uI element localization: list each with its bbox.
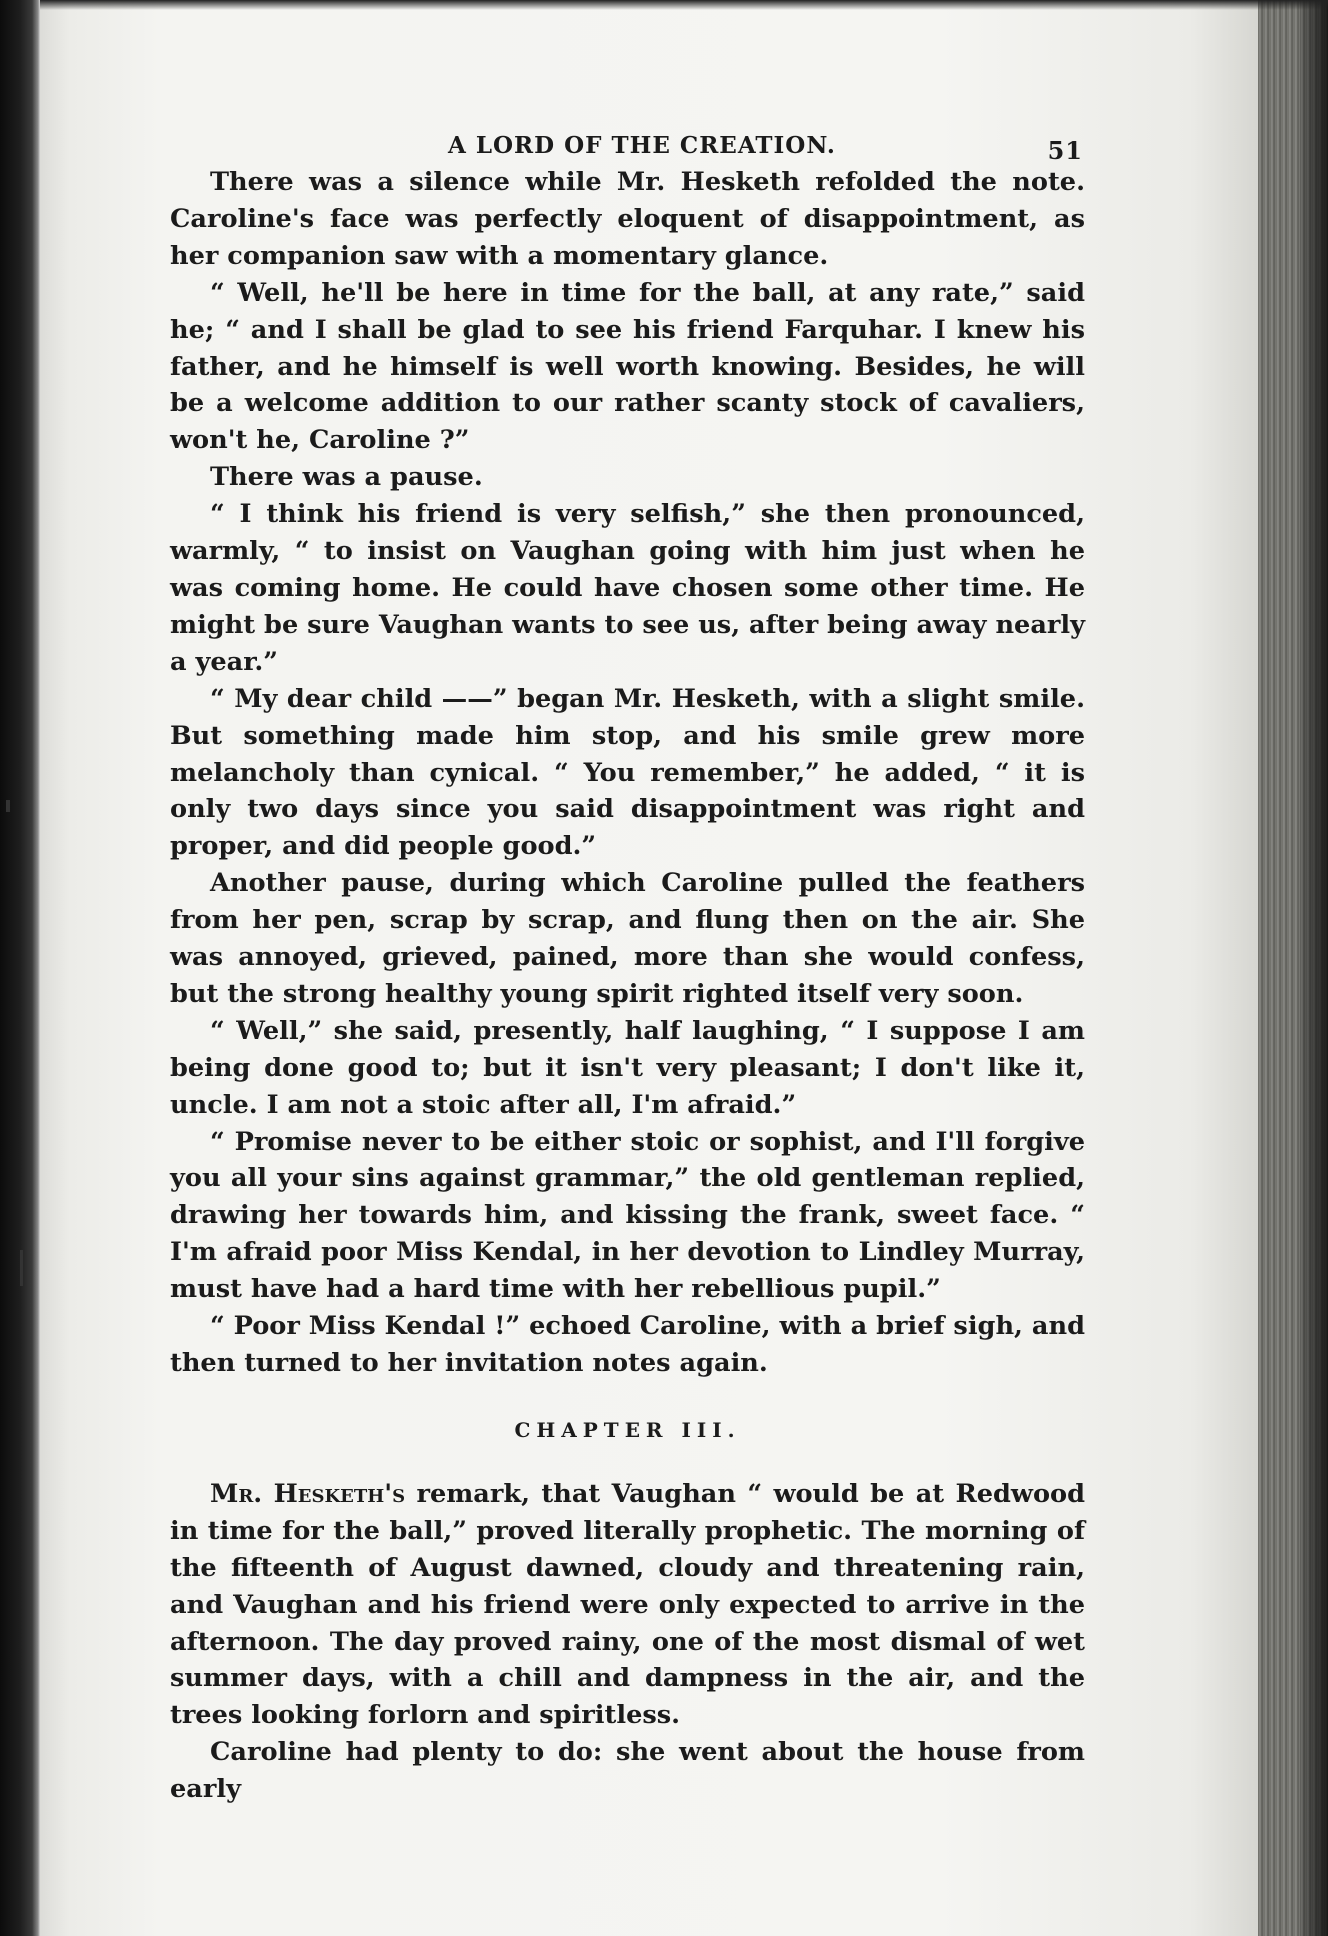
chapter-opening-rest: remark, that Vaughan “ would be at Redwood in time for the ball,” proved literally prophetic. The morning of the fifteenth of August dawned, cloudy and threatening rain, and Vaughan and his friend were only expected to arrive in the afternoon. The day proved rainy, one of the most dismal of wet summer days, with a chill and dampness in the air, and the trees looking forlorn and spiritless.	[170, 1478, 1085, 1731]
paragraph: “ Well,” she said, presently, half laughing, “ I suppose I am being done good to; but it isn't very pleasant; I don't like it, uncle. I am not a stoic after all, I'm afraid.”	[170, 1015, 1085, 1120]
paragraph: “ I think his friend is very selfish,” she then pronounced, warmly, “ to insist on Vaughan going with him just when he was coming home. He could have chosen some other time. He might be sure Vaughan wants to see us, after being away nearly a year.”	[170, 499, 1085, 677]
body-text	[170, 164, 1085, 1808]
paragraph: “ Well, he'll be here in time for the ball, at any rate,” said he; “ and I shall be glad to see his friend Farquhar. I knew his father, and he himself is well worth knowing. Besides, he will be a welcome addition to our rather scanty stock of cavaliers, won't he, Caroline ?”	[170, 277, 1085, 456]
page-content	[170, 120, 1085, 1808]
chapter-opening-lead-mr: Mr.	[210, 1478, 263, 1509]
chapter-opening-paragraph	[170, 1476, 1085, 1734]
paragraph: There was a pause.	[210, 462, 483, 493]
page-speck	[20, 1250, 23, 1286]
running-head	[170, 120, 1085, 164]
paragraph: Caroline had plenty to do: she went about the house from early	[170, 1737, 1085, 1805]
book-gutter	[0, 0, 40, 1936]
top-shadow	[40, 0, 1328, 10]
page-number: 51	[1047, 136, 1083, 165]
paragraph: Another pause, during which Caroline pulled the feathers from her pen, scrap by scrap, and flung then on the air. She was annoyed, grieved, pained, more than she would confess, but the strong healthy young spirit righted itself very soon.	[170, 868, 1085, 1009]
page-speck	[6, 800, 10, 812]
chapter-opening-lead-name: Hesketh's	[273, 1478, 406, 1509]
page-edge-shadow	[1300, 0, 1328, 1936]
chapter-heading: CHAPTER III.	[514, 1417, 741, 1442]
paragraph: “ Promise never to be either stoic or sophist, and I'll forgive you all your sins against grammar,” the old gentleman replied, drawing her towards him, and kissing the frank, sweet face. “ I'm afraid poor Miss Kendal, in her devotion to Lindley Murray, must have had a hard time with her rebellious pupil.”	[170, 1126, 1085, 1305]
paragraph: “ My dear child ——” began Mr. Hesketh, with a slight smile. But something made him stop, and his smile grew more melancholy than cynical. “ You remember,” he added, “ it is only two days since you said disappointment was right and proper, and did people good.”	[170, 683, 1085, 862]
running-head-title: A LORD OF THE CREATION.	[448, 132, 836, 159]
paragraph: There was a silence while Mr. Hesketh refolded the note. Caroline's face was perfectly eloquent of disappointment, as her companion saw with a momentary glance.	[170, 167, 1085, 271]
paragraph: “ Poor Miss Kendal !” echoed Caroline, with a brief sigh, and then turned to her invitation notes again.	[170, 1311, 1085, 1378]
